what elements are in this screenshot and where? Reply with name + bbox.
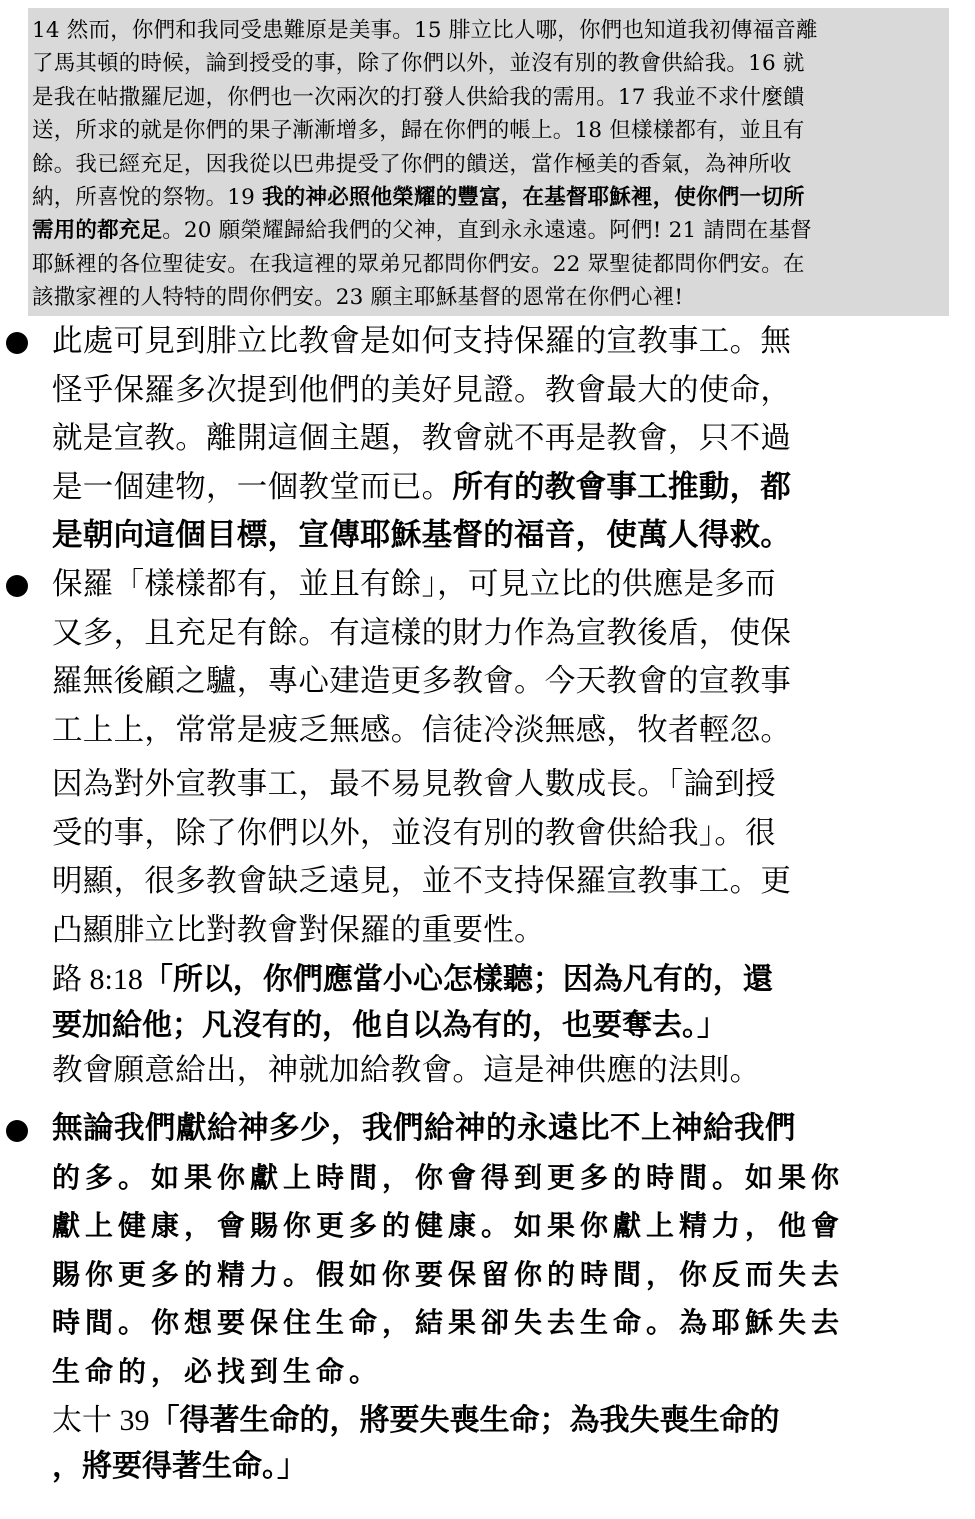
point-2-line: 凸顯腓立比對教會對保羅的重要性。 (52, 912, 545, 948)
point-2-line: 明顯，很多教會缺乏遠見，並不支持保羅宣教事工。更 (52, 864, 792, 899)
scripture-line: 了馬其頓的時候，論到授受的事，除了你們以外，並沒有別的教會供給我。16 就 (32, 51, 805, 77)
point-1-line: 就是宣教。離開這個主題，教會就不再是教會，只不過 (52, 421, 792, 456)
point-3-line: 生命的，必找到生命。 (52, 1354, 383, 1388)
bible-quote (52, 1444, 957, 1490)
point-2-closing: 教會願意給出，神就加給教會。這是神供應的法則。 (52, 1053, 761, 1088)
point-1-text: 是一個建物，一個教堂而已。 (52, 469, 453, 505)
scripture-passage-box (28, 8, 949, 316)
point-3-line: 賜你更多的精力。假如你要保留你的時間，你反而失去 (52, 1257, 845, 1291)
scripture-line: 餘。我已經充足，因我從以巴弗提受了你們的饋送，當作極美的香氣，為神所收 (32, 151, 792, 177)
bullet-icon (6, 575, 28, 597)
bible-reference: 太十 39 (52, 1404, 150, 1437)
scripture-line (32, 214, 945, 247)
point-3-line: 的多。如果你獻上時間，你會得到更多的時間。如果你 (52, 1160, 845, 1194)
point-2-line: 羅無後顧之驢，專心建造更多教會。今天教會的宣教事 (52, 664, 792, 699)
bible-reference: 路 8:18 (52, 963, 143, 996)
point-2 (52, 561, 957, 1093)
bible-quote (52, 1003, 957, 1049)
bible-quote (52, 957, 957, 1003)
scripture-line: 該撒家裡的人特特的問你們安。23 願主耶穌基督的恩常在你們心裡! (32, 285, 684, 311)
point-1-emphasis: 所有的教會事工推動，都 (452, 469, 792, 505)
scripture-line: 送，所求的就是你們的果子漸漸增多，歸在你們的帳上。18 但樣樣都有，並且有 (32, 118, 805, 144)
scripture-line: 耶穌裡的各位聖徒安。在我這裡的眾弟兄都問你們安。22 眾聖徒都問你們安。在 (32, 251, 805, 277)
point-1 (52, 318, 957, 561)
point-1-line: 怪乎保羅多次提到他們的美好見證。教會最大的使命， (52, 372, 792, 408)
point-3-line: 時間。你想要保住生命，結果卻失去生命。為耶穌失去 (52, 1306, 845, 1339)
point-3-line: 獻上健康，會賜你更多的健康。如果你獻上精力，他會 (52, 1209, 845, 1242)
point-2-line: 工上上，常常是疲乏無感。信徒冷淡無感，牧者輕忽。 (52, 712, 792, 748)
bullet-icon (6, 1120, 28, 1142)
point-2-line: 因為對外宣教事工，最不易見教會人數成長。「論到授 (52, 767, 776, 802)
scripture-line (32, 181, 945, 214)
bible-quote (52, 1398, 957, 1444)
point-1-emphasis-line: 是朝向這個目標，宣傳耶穌基督的福音，使萬人得救。 (52, 518, 792, 553)
bible-quote-text: 要加給他；凡沒有的，他自以為有的，也要奪去。」 (52, 1008, 727, 1043)
bible-quote-text: 「得著生命的，將要失喪生命；為我失喪生命的 (149, 1403, 780, 1438)
scripture-text: 納，所喜悅的祭物。19 (32, 184, 263, 210)
point-2-line: 受的事，除了你們以外，並沒有別的教會供給我」。很 (52, 815, 776, 851)
scripture-emphasis: 我的神必照他榮耀的豐富，在基督耶穌裡，使你們一切所 (262, 184, 805, 210)
scripture-text: 。20 願榮耀歸給我們的父神，直到永永遠遠。阿們! 21 請問在基督 (162, 218, 812, 244)
point-3-line: 無論我們獻給神多少，我們給神的永遠比不上神給我們 (52, 1111, 796, 1146)
point-1-line (52, 464, 957, 513)
scripture-line: 是我在帖撒羅尼迦，你們也一次兩次的打發人供給我的需用。17 我並不求什麼饋 (32, 84, 805, 110)
point-2-line: 又多，且充足有餘。有這樣的財力作為宣教後盾，使保 (52, 615, 792, 651)
point-1-line: 此處可見到腓立比教會是如何支持保羅的宣教事工。無 (52, 324, 792, 359)
point-3 (52, 1105, 957, 1490)
bible-quote-text: 「所以，你們應當小心怎樣聽；因為凡有的，還 (142, 962, 773, 997)
scripture-emphasis: 需用的都充足 (32, 218, 163, 244)
bullet-icon (6, 332, 28, 354)
scripture-line: 14 然而，你們和我同受患難原是美事。15 腓立比人哪，你們也知道我初傳福音離 (32, 18, 818, 43)
point-2-line: 保羅「樣樣都有，並且有餘」，可見立比的供應是多而 (52, 567, 776, 602)
bible-quote-text: ，將要得著生命。」 (52, 1449, 307, 1484)
